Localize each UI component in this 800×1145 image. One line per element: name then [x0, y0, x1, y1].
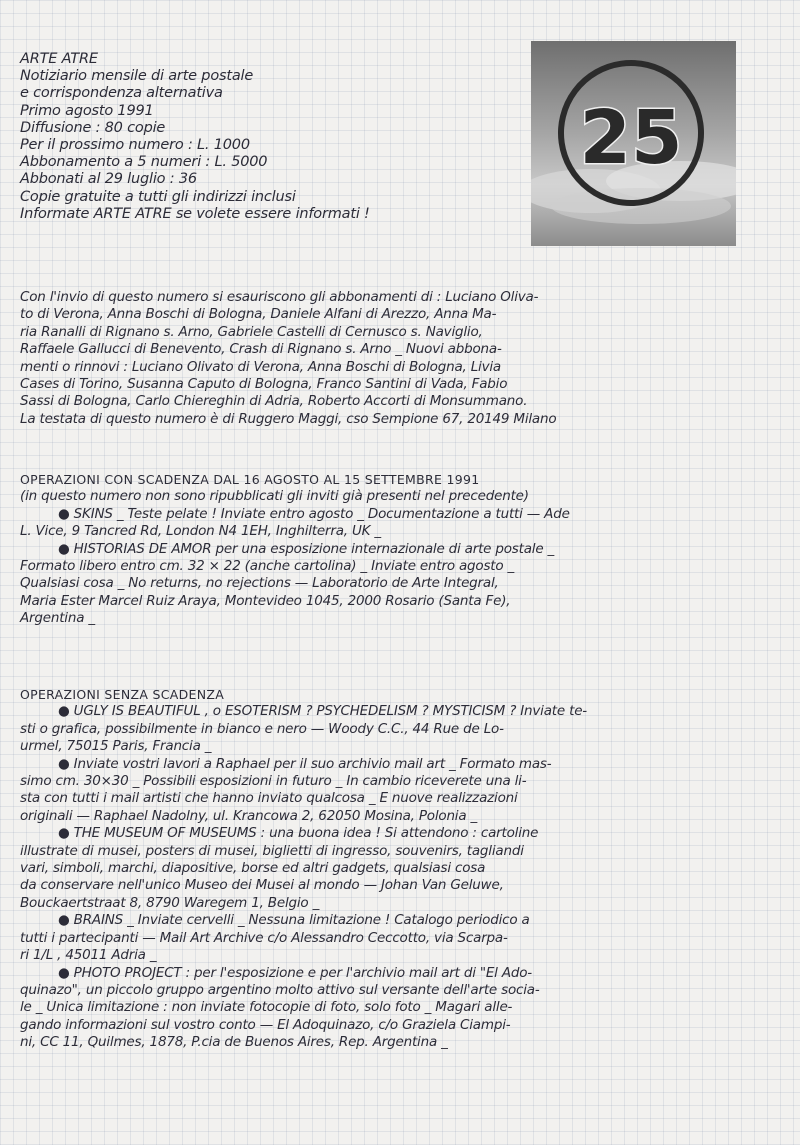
header-line: Diffusione : 80 copie: [20, 119, 166, 136]
list-item: [20, 506, 780, 541]
intro-line: La testata di questo numero è di Ruggero Maggi, cso Sempione 67, 20149 Milano: [20, 410, 557, 427]
issue-number-stamp: [531, 41, 736, 246]
item-line: ● Inviate vostri lavori a Raphael per il suo archivio mail art _ Formato mas-: [58, 755, 552, 772]
item-line: ● BRAINS _ Inviate cervelli _ Nessuna limitazione ! Catalogo periodico a: [58, 912, 530, 929]
header-line: ARTE ATRE: [20, 51, 98, 67]
intro-line: to di Verona, Anna Boschi di Bologna, Daniele Alfani di Arezzo, Anna Ma-: [20, 306, 497, 323]
intro-line: Con l'invio di questo numero si esauriscono gli abbonamenti di : Luciano Oliva-: [20, 289, 539, 305]
header-line: Copie gratuite a tutti gli indirizzi inclusi: [20, 188, 296, 205]
section-title: OPERAZIONI CON SCADENZA DAL 16 AGOSTO AL 15 SETTEMBRE 1991: [20, 472, 480, 487]
section-title: OPERAZIONI SENZA SCADENZA: [20, 687, 225, 702]
intro-line: ria Ranalli di Rignano s. Arno, Gabriele Castelli di Cernusco s. Naviglio,: [20, 323, 483, 340]
item-line: Formato libero entro cm. 32 × 22 (anche cartolina) _ Inviate entro agosto _: [20, 558, 515, 575]
list-item: [20, 912, 780, 964]
list-item: [20, 825, 780, 912]
item-line: ri 1/L , 45011 Adria _: [20, 947, 157, 964]
item-line: vari, simboli, marchi, diapositive, borse ed altri gadgets, qualsiasi cosa: [20, 860, 486, 877]
item-line: originali — Raphael Nadolny, ul. Krancowa 2, 62050 Mosina, Polonia _: [20, 807, 478, 824]
header-line: Abbonamento a 5 numeri : L. 5000: [20, 154, 268, 171]
list-item: [20, 756, 780, 826]
intro-line: Sassi di Bologna, Carlo Chiereghin di Adria, Roberto Accorti di Monsummano.: [20, 393, 528, 410]
list-item: [20, 541, 780, 628]
item-line: sti o grafica, possibilmente in bianco e nero — Woody C.C., 44 Rue de Lo-: [20, 720, 504, 737]
newsletter-header: [20, 51, 510, 223]
item-line: Bouckaertstraat 8, 8790 Waregem 1, Belgio _: [20, 894, 320, 911]
item-line: gando informazioni sul vostro conto — El Adoquinazo, c/o Graziela Ciampi-: [20, 1016, 511, 1033]
item-line: Qualsiasi cosa _ No returns, no rejections — Laboratorio de Arte Integral,: [20, 575, 499, 592]
item-line: ● THE MUSEUM OF MUSEUMS : una buona idea ! Si attendono : cartoline: [58, 825, 539, 842]
item-line: tutti i partecipanti — Mail Art Archive c/o Alessandro Ceccotto, via Scarpa-: [20, 929, 508, 946]
header-line: Informate ARTE ATRE se volete essere informati !: [20, 205, 370, 222]
header-line: Per il prossimo numero : L. 1000: [20, 137, 250, 154]
item-line: ● PHOTO PROJECT : per l'esposizione e per l'archivio mail art di "El Ado-: [58, 964, 532, 981]
item-line: sta con tutti i mail artisti che hanno inviato qualcosa _ E nuove realizzazioni: [20, 790, 518, 807]
section-deadline: [20, 471, 780, 628]
header-line: Primo agosto 1991: [20, 102, 154, 119]
header-line: Abbonati al 29 luglio : 36: [20, 171, 197, 188]
item-line: L. Vice, 9 Tancred Rd, London N4 1EH, Inghilterra, UK _: [20, 523, 381, 540]
item-line: Argentina _: [20, 610, 95, 627]
intro-line: Raffaele Gallucci di Benevento, Crash di Rignano s. Arno _ Nuovi abbona-: [20, 341, 502, 358]
intro-paragraph: [20, 289, 780, 428]
item-line: da conservare nell'unico Museo dei Musei al mondo — Johan Van Geluwe,: [20, 877, 504, 894]
list-item: [20, 965, 780, 1052]
item-line: ni, CC 11, Quilmes, 1878, P.cia de Buenos Aires, Rep. Argentina _: [20, 1034, 448, 1051]
intro-line: Cases di Torino, Susanna Caputo di Bologna, Franco Santini di Vada, Fabio: [20, 376, 508, 393]
item-line: ● UGLY IS BEAUTIFUL , o ESOTERISM ? PSYCHEDELISM ? MYSTICISM ? Inviate te-: [58, 703, 587, 720]
stamp-graphic: [531, 41, 736, 246]
header-line: Notiziario mensile di arte postale: [20, 68, 254, 85]
issue-number: 25: [579, 95, 683, 181]
list-item: [20, 703, 780, 755]
item-line: urmel, 75015 Paris, Francia _: [20, 738, 212, 755]
item-line: Maria Ester Marcel Ruiz Araya, Montevideo 1045, 2000 Rosario (Santa Fe),: [20, 592, 511, 609]
intro-line: menti o rinnovi : Luciano Olivato di Verona, Anna Boschi di Bologna, Livia: [20, 358, 501, 375]
item-line: ● SKINS _ Teste pelate ! Inviate entro agosto _ Documentazione a tutti — Ade: [58, 505, 570, 522]
item-line: le _ Unica limitazione : non inviate fotocopie di foto, solo foto _ Magari alle-: [20, 999, 513, 1016]
item-line: ● HISTORIAS DE AMOR per una esposizione internazionale di arte postale _: [58, 540, 555, 557]
header-line: e corrispondenza alternativa: [20, 85, 223, 102]
item-line: illustrate di musei, posters di musei, biglietti di ingresso, souvenirs, tagliandi: [20, 842, 524, 859]
item-line: quinazo", un piccolo gruppo argentino molto attivo sul versante dell'arte socia-: [20, 981, 540, 998]
section-note: (in questo numero non sono ripubblicati gli inviti già presenti nel precedente): [20, 488, 529, 505]
item-line: simo cm. 30×30 _ Possibili esposizioni in futuro _ In cambio riceverete una li-: [20, 773, 527, 790]
section-no-deadline: [20, 686, 780, 1052]
